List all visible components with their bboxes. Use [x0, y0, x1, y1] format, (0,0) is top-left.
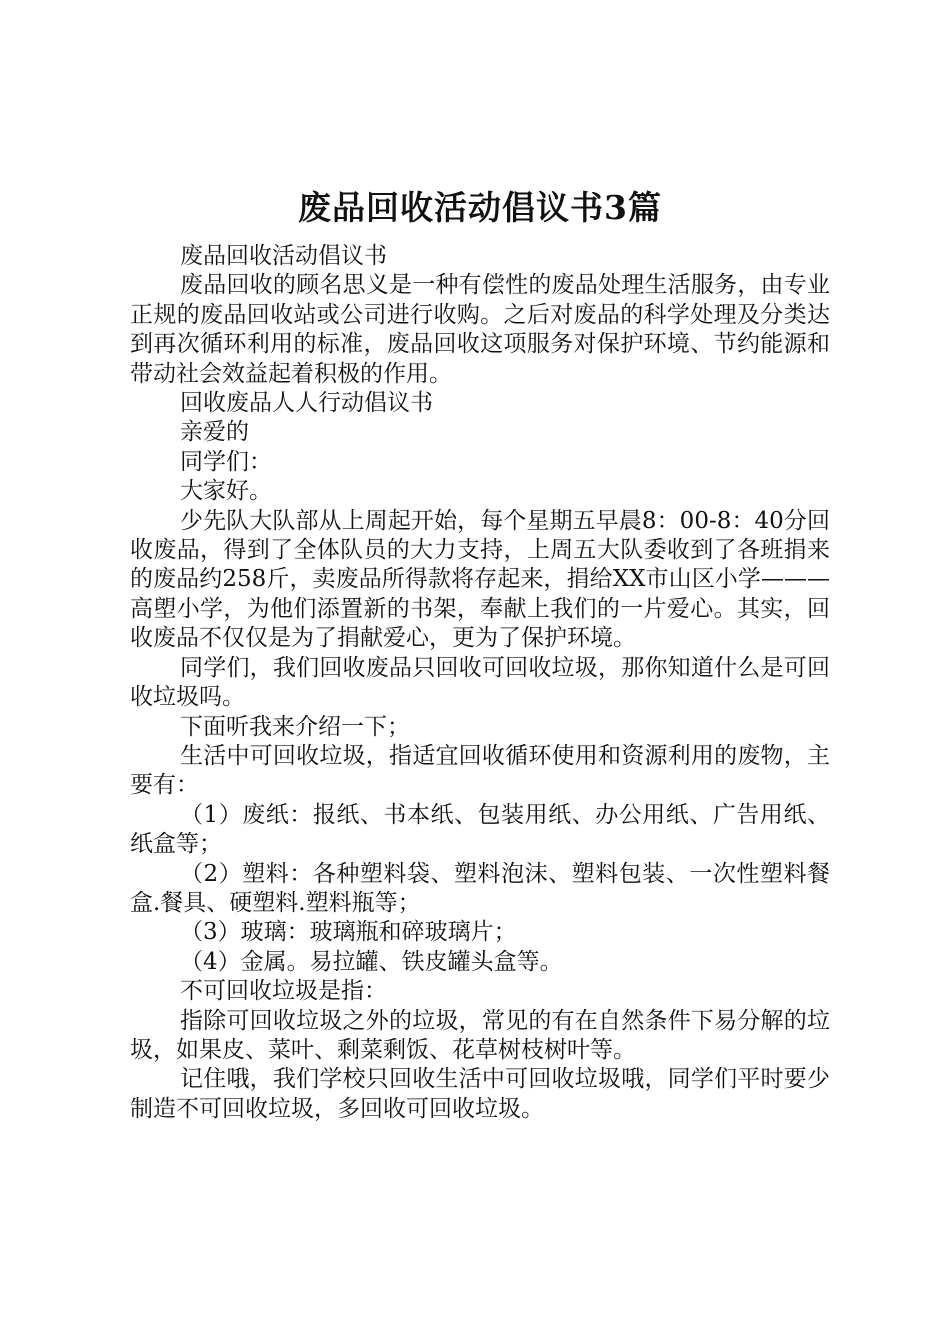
paragraph-greeting: 大家好。 — [180, 478, 272, 505]
paragraph-addressee: 同学们： — [180, 448, 272, 475]
document-title: 废品回收活动倡议书3篇 — [298, 188, 662, 227]
paragraph-non-recyclable-definition: 指除可回收垃圾之外的垃圾，常见的有在自然条件下易分解的垃圾，如果皮、菜叶、剩菜剩饭、花草树枝树叶等。 — [130, 1007, 830, 1063]
list-item-metal: （4）金属。易拉罐、铁皮罐头盒等。 — [180, 948, 563, 975]
paragraph-question: 同学们，我们回收废品只回收可回收垃圾，那你知道什么是可回收垃圾吗。 — [130, 654, 830, 711]
list-item-glass: （3）玻璃：玻璃瓶和碎玻璃片； — [180, 919, 517, 946]
paragraph-non-recyclable-heading: 不可回收垃圾是指： — [180, 978, 387, 1005]
paragraph-closing: 记住哦，我们学校只回收生活中可回收垃圾哦，同学们平时要少制造不可回收垃圾，多回收可回收垃圾。 — [130, 1066, 830, 1122]
list-item-paper: （1）废纸：报纸、书本纸、包装用纸、办公用纸、广告用纸、纸盒等； — [130, 801, 830, 858]
paragraph-intro-list: 下面听我来介绍一下； — [180, 713, 410, 740]
paragraph-salutation: 亲爱的 — [180, 419, 249, 446]
document-body — [130, 242, 830, 1124]
document-page — [130, 186, 830, 1124]
paragraph-recyclable-definition: 生活中可回收垃圾，指适宜回收循环使用和资源利用的废物，主要有： — [130, 742, 830, 799]
list-item-plastic: （2）塑料：各种塑料袋、塑料泡沫、塑料包装、一次性塑料餐盒.餐具、硬塑料.塑料瓶等； — [130, 860, 830, 916]
paragraph-activity: 少先队大队部从上周起开始，每个星期五早晨8：00-8：40分回收废品，得到了全体队员的大力支持，上周五大队委收到了各班捐来的废品约258斤，卖废品所得款将存起来，捐给XX市山区小学———高塱小学，为他们添置新的书架，奉献上我们的一片爱心。其实，回收废品不仅仅是为了捐献爱心，更为了保护环境。 — [130, 507, 830, 652]
paragraph-proposal-heading: 回收废品人人行动倡议书 — [180, 390, 433, 417]
paragraph-intro: 废品回收的顾名思义是一种有偿性的废品处理生活服务，由专业正规的废品回收站或公司进行收购。之后对废品的科学处理及分类达到再次循环利用的标准，废品回收这项服务对保护环境、节约能源和带动社会效益起着积极的作用。 — [130, 272, 830, 387]
paragraph-intro-heading: 废品回收活动倡议书 — [180, 243, 387, 269]
